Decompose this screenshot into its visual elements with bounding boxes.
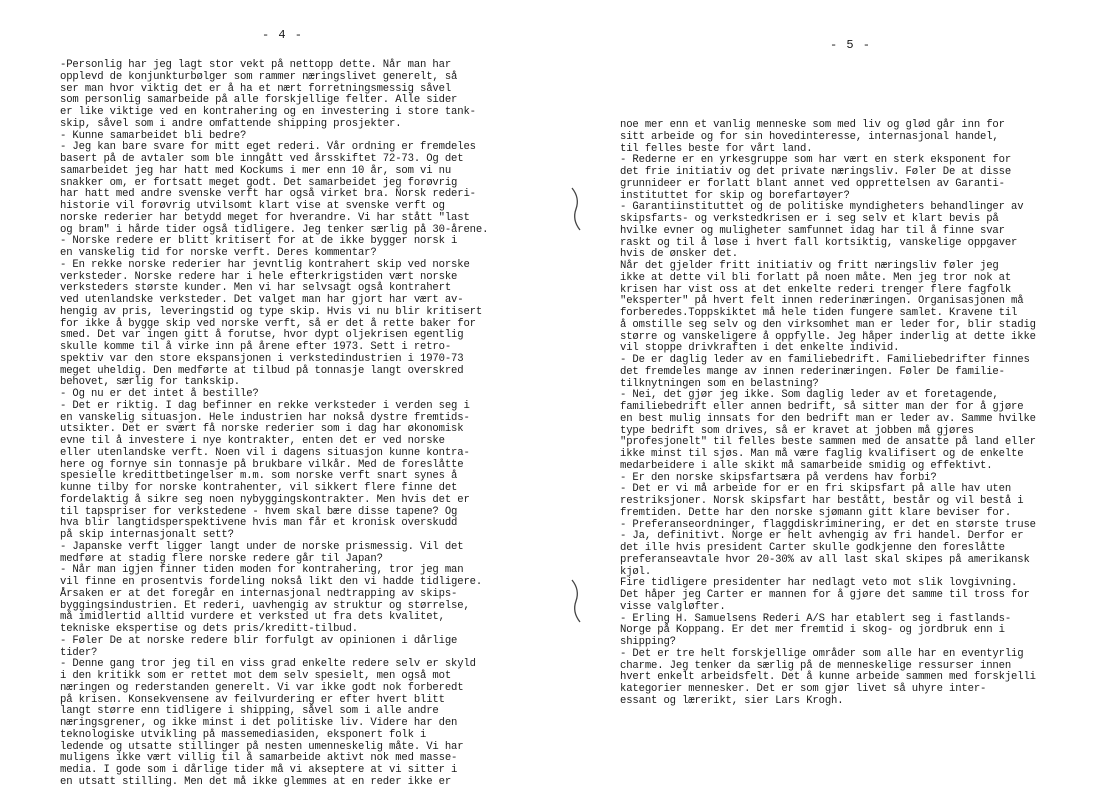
text-line: essant og lærerikt, sier Lars Krogh. bbox=[620, 694, 844, 707]
text-line: behovet, særlig for tankskip. bbox=[60, 376, 241, 389]
text-line: forberedes.Toppskiktet må hele tiden fungere samlet. Kravene til bbox=[620, 307, 1018, 319]
text-line: må imidlertid alltid vurdere et verksted ut fra dets kvalitet, bbox=[60, 611, 445, 624]
text-line: større og vanskeligere å oppfylle. Jeg håper inderlig at dette ikke bbox=[620, 330, 1036, 343]
text-line: næringsgrener, og ikke minst i det politiske liv. Videre har den bbox=[60, 717, 458, 729]
text-line: har hatt med andre svenske verft har også virket bra. Norsk rederi- bbox=[60, 188, 476, 201]
text-line: hvis de ønsker det. bbox=[620, 248, 738, 261]
text-line: byggingsindustrien. Et rederi, uavhengig av struktur og størrelse, bbox=[60, 599, 470, 612]
text-line: - En rekke norske rederier har jevntlig kontrahert skip ved norske bbox=[60, 258, 470, 271]
text-line: - Nei, det gjør jeg ikke. Som daglig leder av et foretagende, bbox=[620, 389, 999, 402]
text-line: som personlig samarbeide på alle forskjellige felter. Alle sider bbox=[60, 94, 458, 107]
margin-bracket-mark-lower bbox=[566, 578, 586, 624]
text-line: vil stoppe drivkraften i det enkelte individ. bbox=[620, 342, 900, 355]
text-line: -Personlig har jeg lagt stor vekt på nettopp dette. Når man har bbox=[60, 59, 452, 71]
text-line: grunnideer er forlatt blant annet ved opprettelsen av Garanti- bbox=[620, 177, 1005, 190]
text-line: medføre at stadig flere norske redere går til Japan? bbox=[60, 552, 383, 565]
text-line: muligens ikke vært villig til å samarbeide aktivt nok med masse- bbox=[60, 752, 458, 765]
text-line: - Preferanseordninger, flaggdiskriminering, er det en største truse bbox=[620, 518, 1036, 531]
text-line: Årsaken er at det foregår en internasjonal nedtrapping av skips- bbox=[60, 587, 458, 600]
text-line: en vanskelig situasjon. Hele industrien har nokså dystre fremtids- bbox=[60, 411, 470, 424]
text-line: - Garantiinstituttet og de politiske myndigheters behandlinger av bbox=[620, 201, 1024, 214]
text-line: raskt og til å løse i hvert fall kortsiktig, vanskelige oppgaver bbox=[620, 236, 1018, 249]
text-line: er like viktige ved en kontrahering og en investering i store tank- bbox=[60, 106, 476, 118]
text-line: Når det gjelder fritt initiativ og fritt næringsliv føler jeg bbox=[620, 260, 999, 272]
text-line: i den kritikk som er rettet mot dem selv spesielt, men også mot bbox=[60, 670, 452, 682]
text-line: ved utenlandske verksteder. Det valget man har gjort har vært av- bbox=[60, 294, 464, 306]
text-line: samarbeidet jeg har hatt med Kockums i mer enn 10 år, som vi nu bbox=[60, 164, 452, 177]
page-number-right: - 5 - bbox=[830, 38, 872, 52]
text-line: ikke minst til sjøs. Man må være faglig kvalifisert og de enkelte bbox=[620, 448, 1024, 460]
text-line: spektiv var den store ekspansjonen i verkstedindustrien i 1970-73 bbox=[60, 352, 464, 365]
text-line: - Rederne er en yrkesgruppe som har vært en sterk eksponent for bbox=[620, 154, 1012, 167]
right-page-text bbox=[620, 120, 1096, 708]
text-line: langt større enn tidligere i shipping, såvel som i alle andre bbox=[60, 705, 439, 718]
text-line: smed. Det var ingen gitt å forutse, hvor dypt oljekrisen egentlig bbox=[60, 329, 464, 342]
text-line: tekniske ekspertise og dets pris/kreditt-tilbud. bbox=[60, 623, 358, 635]
text-line: - De er daglig leder av en familiebedrift. Familiebedrifter finnes bbox=[620, 354, 1030, 366]
text-line: - Ja, definitivt. Norge er helt avhengig av fri handel. Derfor er bbox=[620, 530, 1024, 543]
text-line: skulle komme til å virke inn på årene efter 1973. Sett i retro- bbox=[60, 341, 452, 353]
text-line: - Når man igjen finner tiden moden for kontrahering, tror jeg man bbox=[60, 564, 464, 577]
text-line: preferanseavtale hvor 20-30% av all last skal skipes på amerikansk bbox=[620, 553, 1030, 566]
text-line: basert på de avtaler som ble inngått ved årsskiftet 72-73. Og det bbox=[60, 153, 464, 165]
text-line: teknologiske utvikling på massemediasiden, eksponert folk i bbox=[60, 728, 427, 741]
text-line: historie vil forøvrig utvilsomt klart vise at svenske verft og bbox=[60, 200, 445, 212]
text-line: utsikter. Det er svært få norske rederier som i dag har økonomisk bbox=[60, 423, 464, 436]
text-line: tilknytningen som en belastning? bbox=[620, 377, 819, 390]
text-line: til tapspriser for verkstedene - hvem skal bære disse tapene? Og bbox=[60, 505, 458, 518]
text-line: shipping? bbox=[620, 636, 676, 648]
text-line: Fire tidligere presidenter har nedlagt veto mot slik lovgivning. bbox=[620, 577, 1018, 590]
text-line: snakker om, er fortsatt meget godt. Det samarbeidet jeg forøvrig bbox=[60, 176, 458, 189]
page-number-left: - 4 - bbox=[262, 28, 304, 42]
text-line: - Kunne samarbeidet bli bedre? bbox=[60, 129, 247, 142]
text-line: ikke at dette vil bli forlatt på noen måte. Men jeg tror nok at bbox=[620, 271, 1012, 284]
text-line: - Er den norske skipsfartsæra på verdens hav forbi? bbox=[620, 471, 937, 484]
text-line: til felles beste for vårt land. bbox=[620, 142, 813, 155]
text-line: ser man hvor viktig det er å ha et nært forretningsmessig såvel bbox=[60, 82, 452, 95]
text-line: hva blir langtidsperspektivene hvis man får et kronisk overskudd bbox=[60, 517, 458, 530]
margin-bracket-mark-upper bbox=[566, 186, 586, 232]
text-line: fremtiden. Dette har den norske sjømann gitt klare beviser for. bbox=[620, 506, 1012, 519]
text-line: en vanskelig tid for norske verft. Deres kommentar? bbox=[60, 247, 377, 259]
text-line: kjøl. bbox=[620, 565, 652, 578]
text-line: instituttet for skip og borefartøyer? bbox=[620, 189, 850, 202]
text-line: meget uheldig. Den medførte at tilbud på tonnasje langt overskred bbox=[60, 364, 464, 377]
text-line: krisen har vist oss at det enkelte rederi trenger flere fagfolk bbox=[620, 283, 1012, 296]
left-page-text bbox=[60, 60, 530, 789]
text-line: - Det er riktig. I dag befinner en rekke verksteder i verden seg i bbox=[60, 399, 470, 412]
text-line: skip, såvel som i andre omfattende shipping prosjekter. bbox=[60, 117, 402, 130]
text-line: ledende og utsatte stillinger på nesten umenneskelig måte. Vi har bbox=[60, 740, 464, 753]
text-line: det frie initiativ og det private næringsliv. Føler De at disse bbox=[620, 166, 1012, 178]
text-line: visse valgløfter. bbox=[620, 600, 726, 613]
text-line: verksteder. Norske redere har i hele efterkrigstiden vært norske bbox=[60, 270, 458, 283]
text-line: media. I gode som i dårlige tider må vi akseptere at vi sitter i bbox=[60, 764, 458, 776]
text-line: for ikke å bygge skip ved norske verft, så er det å rette baker for bbox=[60, 317, 476, 330]
text-line: hvert enkelt arbeidsfelt. Det å kunne arbeide sammen med forskjelli bbox=[620, 671, 1036, 684]
text-line: - Norske redere er blitt kritisert for at de ikke bygger norsk i bbox=[60, 235, 458, 248]
text-line: - Og nu er det intet å bestille? bbox=[60, 388, 259, 400]
text-line: restriksjoner. Norsk skipsfart har bestått, består og vil bestå i bbox=[620, 495, 1024, 507]
text-line: norske rederier har betydd meget for hverandre. Vi har stått "last bbox=[60, 211, 470, 224]
text-line: hvilke evner og muligheter samfunnet idag har til å finne svar bbox=[620, 224, 1005, 237]
text-line: here og fornye sin tonnasje på brukbare vilkår. Med de foreslåtte bbox=[60, 458, 464, 471]
text-line: å omstille seg selv og den virksomhet man er leder for, blir stadig bbox=[620, 318, 1036, 331]
text-line: hengig av pris, leveringstid og type skip. Hvis vi nu blir kritisert bbox=[60, 305, 483, 318]
text-line: en utsatt stilling. Men det må ikke glemmes at en reder ikke er bbox=[60, 775, 452, 788]
text-line: tider? bbox=[60, 646, 98, 659]
text-line: Norge på Koppang. Er det mer fremtid i skog- og jordbruk enn i bbox=[620, 624, 1005, 637]
text-line: skipsfarts- og verkstedkrisen er i seg selv et klart bevis på bbox=[620, 213, 999, 225]
text-line: opplevd de konjunkturbølger som rammer næringslivet generelt, så bbox=[60, 70, 458, 83]
text-line: og bram" i hårde tider også tidligere. Jeg tenker særlig på 30-årene. bbox=[60, 223, 489, 236]
text-line: spesielle kredittbetingelser m.m. som norske verft snart synes å bbox=[60, 470, 458, 483]
text-line: - Denne gang tror jeg til en viss grad enkelte redere selv er skyld bbox=[60, 658, 476, 671]
text-line: type bedrift som drives, så er kravet at jobben må gjøres bbox=[620, 424, 974, 437]
text-line: - Føler De at norske redere blir forfulgt av opinionen i dårlige bbox=[60, 634, 458, 647]
text-line: noe mer enn et vanlig menneske som med liv og glød går inn for bbox=[620, 119, 1005, 131]
text-line: vil finne en prosentvis fordeling nokså likt den vi hadde tidligere. bbox=[60, 576, 483, 588]
text-line: en best mulig innsats for den bedrift man er leder av. Samme hvilke bbox=[620, 412, 1036, 425]
text-line: det fremdeles mange av innen rederinæringen. Føler De familie- bbox=[620, 365, 1005, 378]
text-line: sitt arbeide og for sin hovedinteresse, internasjonal handel, bbox=[620, 130, 999, 143]
text-line: - Jeg kan bare svare for mitt eget rederi. Vår ordning er fremdeles bbox=[60, 141, 476, 154]
text-line: charme. Jeg tenker da særlig på de menneskelige ressurser innen bbox=[620, 659, 1012, 672]
text-line: - Erling H. Samuelsens Rederi A/S har etablert seg i fastlands- bbox=[620, 612, 1012, 625]
text-line: på skip internasjonalt sett? bbox=[60, 529, 234, 541]
text-line: - Det er vi må arbeide for er en fri skipsfart på alle hav uten bbox=[620, 483, 1012, 496]
text-line: - Japanske verft ligger langt under de norske prismessig. Vil det bbox=[60, 540, 464, 553]
text-line: det ille hvis president Carter skulle godkjenne den foreslåtte bbox=[620, 542, 1005, 554]
text-line: kunne tilby for norske kontrahenter, vil sikkert flere finne det bbox=[60, 482, 458, 494]
text-line: medarbeidere i alle skikt må samarbeide smidig og effektivt. bbox=[620, 459, 993, 472]
text-line: eller utenlandske verft. Noen vil i dagens situasjon kunne kontra- bbox=[60, 446, 470, 459]
text-line: fordelaktig å sikre seg noen nybyggingskontrakter. Men hvis det er bbox=[60, 493, 470, 506]
text-line: "profesjonelt" til felles beste sammen med de ansatte på land eller bbox=[620, 436, 1036, 449]
text-line: verksteders største kunder. Men vi har selvsagt også kontrahert bbox=[60, 282, 452, 295]
text-line: familiebedrift eller annen bedrift, så sitter man der for å gjøre bbox=[620, 401, 1024, 413]
text-line: "eksperter" på hvert felt innen rederinæringen. Organisasjonen må bbox=[620, 295, 1024, 308]
text-line: kategorier mennesker. Det er som gjør livet så uhyre inter- bbox=[620, 683, 987, 695]
text-line: på krisen. Konsekvensene av feilvurdering er efter hvert blitt bbox=[60, 693, 445, 706]
text-line: evne til å investere i nye kontrakter, enten det er ved norske bbox=[60, 435, 445, 447]
text-line: næringen og rederstanden generelt. Vi var ikke godt nok forberedt bbox=[60, 681, 464, 694]
text-line: Det håper jeg Carter er mannen for å gjøre det samme til tross for bbox=[620, 589, 1030, 601]
text-line: - Det er tre helt forskjellige områder som alle har en eventyrlig bbox=[620, 647, 1024, 660]
